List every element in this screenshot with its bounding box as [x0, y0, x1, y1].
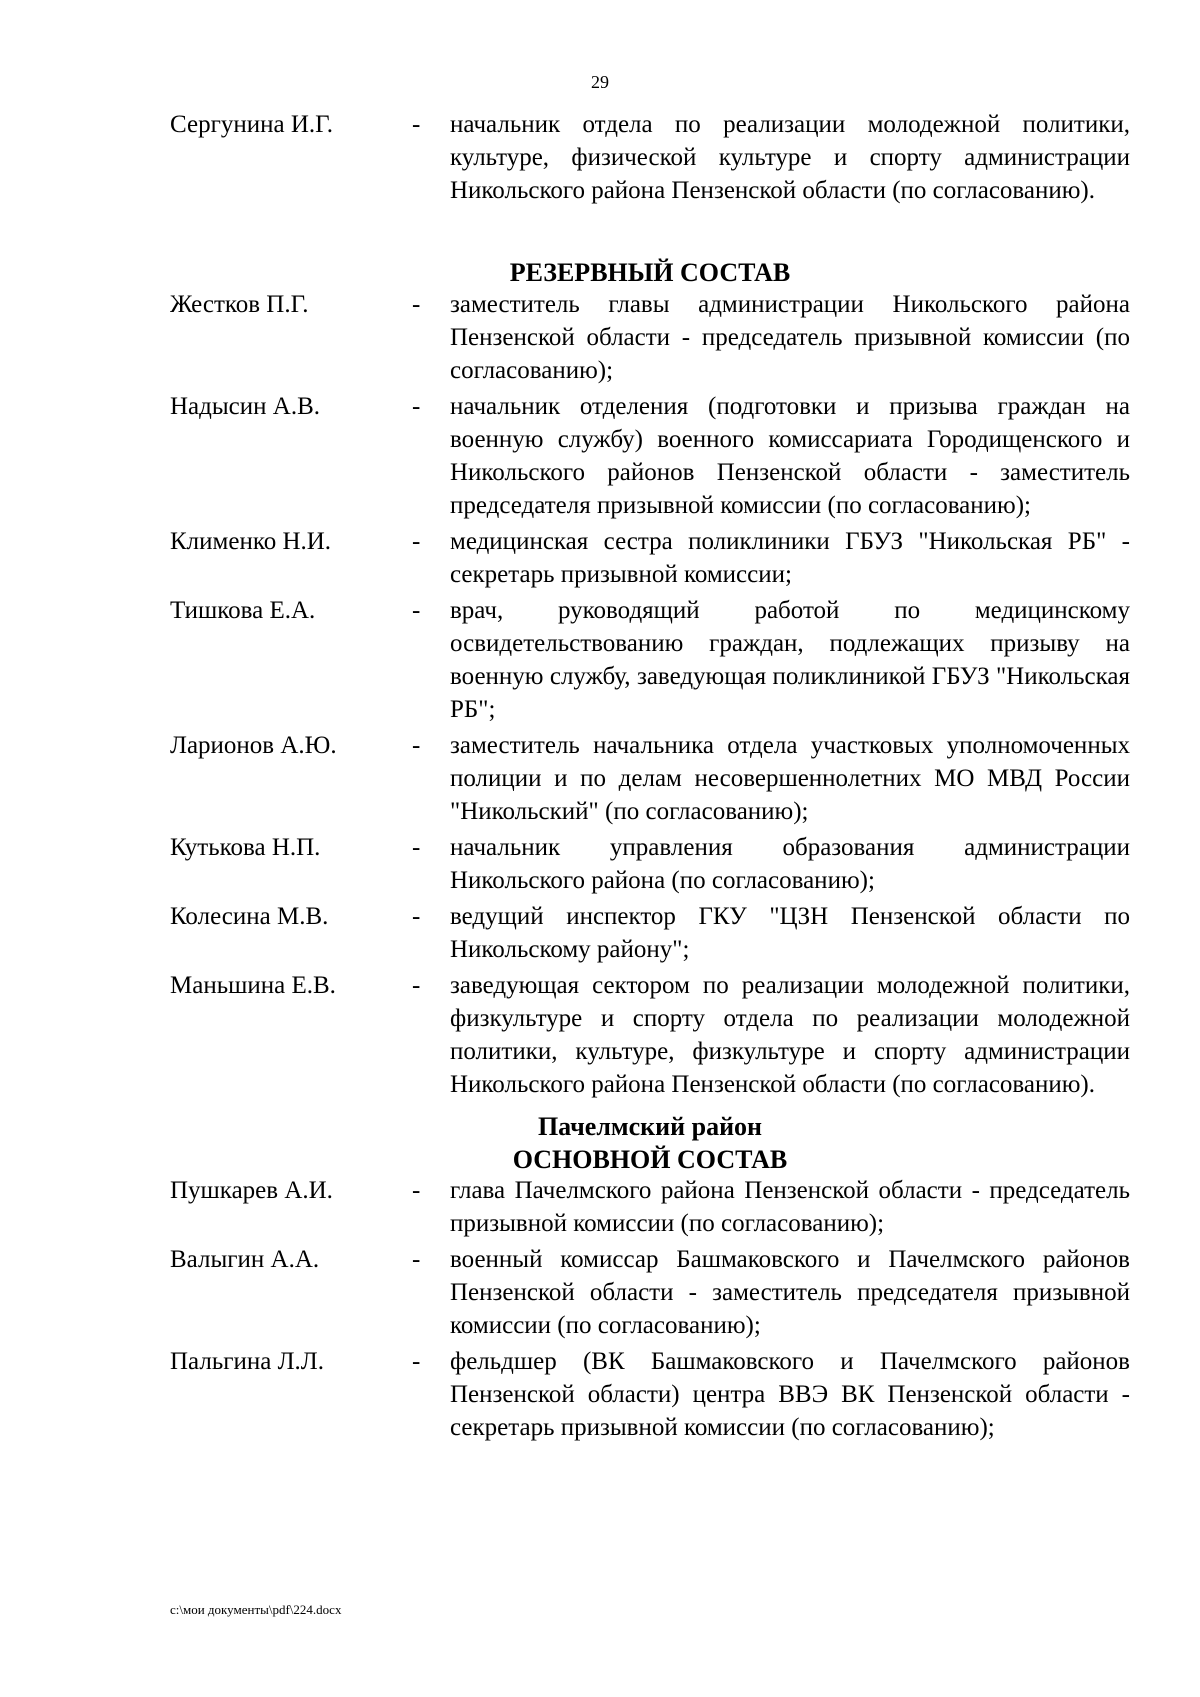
dash-separator: - — [412, 1246, 421, 1273]
member-entry — [170, 594, 1130, 726]
entries-block-2 — [170, 288, 1130, 1101]
dash-separator: - — [412, 291, 421, 318]
entries-block-1 — [170, 108, 1130, 207]
file-path-footer: c:\мои документы\pdf\224.docx — [170, 1602, 342, 1617]
dash-separator: - — [412, 972, 421, 999]
member-position: глава Пачелмского района Пензенской области - председатель призывной комиссии (по согласованию); — [450, 1177, 1130, 1237]
member-position: медицинская сестра поликлиники ГБУЗ "Никольская РБ" - секретарь призывной комиссии; — [450, 528, 1130, 588]
dash-separator: - — [412, 1348, 421, 1375]
member-entry — [170, 288, 1130, 387]
member-position: фельдшер (ВК Башмаковского и Пачелмского районов Пензенской области) центра ВВЭ ВК Пензенской области - секретарь призывной комиссии (по согласованию); — [450, 1348, 1130, 1441]
dash-separator: - — [412, 903, 421, 930]
member-entry — [170, 900, 1130, 966]
member-entry — [170, 108, 1130, 207]
member-name: Пальгина Л.Л. — [170, 1348, 325, 1375]
member-position: врач, руководящий работой по медицинскому освидетельствованию граждан, подлежащих призыву на военную службу, заведующая поликлиникой ГБУЗ "Никольская РБ"; — [450, 597, 1130, 723]
member-entry — [170, 729, 1130, 828]
member-name: Жестков П.Г. — [170, 291, 309, 318]
dash-separator: - — [412, 528, 421, 555]
member-name: Сергунина И.Г. — [170, 111, 334, 138]
dash-separator: - — [412, 393, 421, 420]
member-entry — [170, 1174, 1130, 1240]
member-position: заведующая сектором по реализации молодежной политики, физкультуре и спорту отдела по реализации молодежной политики, культуре, физкультуре и спорту администрации Никольского района Пензенской области (по согласованию). — [450, 972, 1130, 1098]
member-name: Ларионов А.Ю. — [170, 732, 337, 759]
member-position: заместитель главы администрации Никольского района Пензенской области - председатель призывной комиссии (по согласованию); — [450, 291, 1130, 384]
member-entry — [170, 1345, 1130, 1444]
member-name: Тишкова Е.А. — [170, 597, 316, 624]
member-position: начальник управления образования администрации Никольского района (по согласованию); — [450, 834, 1130, 894]
heading-reserve: РЕЗЕРВНЫЙ СОСТАВ — [509, 258, 791, 287]
member-position: начальник отдела по реализации молодежной политики, культуре, физической культуре и спорту администрации Никольского района Пензенской области (по согласованию). — [450, 111, 1130, 204]
dash-separator: - — [412, 111, 421, 138]
member-name: Маньшина Е.В. — [170, 972, 336, 999]
member-entry — [170, 525, 1130, 591]
member-entry — [170, 390, 1130, 522]
member-name: Кутькова Н.П. — [170, 834, 321, 861]
member-position: ведущий инспектор ГКУ "ЦЗН Пензенской области по Никольскому району"; — [450, 903, 1130, 963]
member-name: Надысин А.В. — [170, 393, 320, 420]
dash-separator: - — [412, 597, 421, 624]
member-name: Клименко Н.И. — [170, 528, 332, 555]
dash-separator: - — [412, 834, 421, 861]
member-position: военный комиссар Башмаковского и Пачелмского районов Пензенской области - заместитель председателя призывной комиссии (по согласованию); — [450, 1246, 1130, 1339]
dash-separator: - — [412, 732, 421, 759]
member-entry — [170, 1243, 1130, 1342]
member-position: начальник отделения (подготовки и призыва граждан на военную службу) военного комиссариата Городищенского и Никольского районов Пензенской области - заместитель председателя призывной комиссии (по согласованию); — [450, 393, 1130, 519]
page-number: 29 — [591, 72, 609, 92]
entries-block-3 — [170, 1174, 1130, 1444]
member-name: Валыгин А.А. — [170, 1246, 320, 1273]
member-entry — [170, 831, 1130, 897]
heading-district: Пачелмский район — [537, 1112, 763, 1141]
member-position: заместитель начальника отдела участковых уполномоченных полиции и по делам несовершеннолетних МО МВД России "Никольский" (по согласованию); — [450, 732, 1130, 825]
member-name: Колесина М.В. — [170, 903, 329, 930]
member-name: Пушкарев А.И. — [170, 1177, 333, 1204]
heading-main-composition: ОСНОВНОЙ СОСТАВ — [512, 1145, 788, 1174]
member-entry — [170, 969, 1130, 1101]
dash-separator: - — [412, 1177, 421, 1204]
